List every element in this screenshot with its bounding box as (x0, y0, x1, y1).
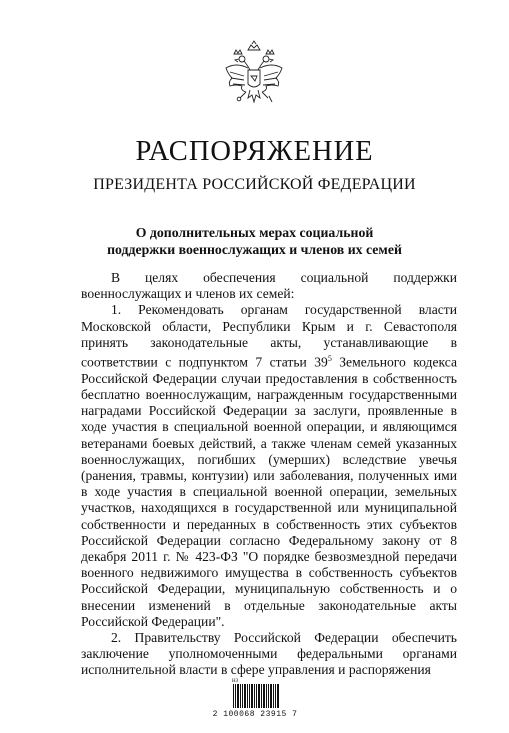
document-subject (0, 224, 509, 258)
paragraph-1-rest: Земельного кодекса Российской Федерации случаи предоставления в собственность бесплатно военнослужащим, награжденным государственными наградами Российской Федерации за заслуги, проявленные в ходе участия в специальной военной операции, и являющимся ветеранами боевых действий, а также членам семей указанных военнослужащих, погибших (умерших) вследствие увечья (ранения, травмы, контузии) или заболевания, полученных ими в ходе участия в специальной военной операции, земельных участков, находящихся в государственной или муниципальной собственности и переданных в собственность этих субъектов Российской Федерации согласно Федеральному закону от 8 декабря 2011 г. № 423-ФЗ "О порядке безвозмездной передачи военного недвижимого имущества в собственность субъектов Российской Федерации, муниципальную собственность и о внесении изменений в отдельные законодательные акты Российской Федерации". (81, 354, 457, 629)
barcode-marker: НЗ (232, 679, 239, 684)
paragraph-1 (81, 302, 457, 630)
barcode-number: 2 100068 23915 7 (212, 710, 298, 719)
document-body (81, 270, 457, 679)
issuer-line: ПРЕЗИДЕНТА РОССИЙСКОЙ ФЕДЕРАЦИИ (93, 176, 416, 193)
paragraph-2: 2. Правительству Российской Федерации обеспечить заключение уполномоченными федеральными органами исполнительной власти в сфере управления и распоряжения (81, 630, 457, 678)
paragraph-1-start: 1. Рекомендовать органам государственной власти Московской области, Республики Крым и г. Севастополя принять законодательные акты, устанавливающие в соответствии с подпунктом 7 статьи 39 (81, 302, 457, 370)
coat-of-arms-icon (222, 40, 286, 112)
document-type-title: РАСПОРЯЖЕНИЕ (135, 136, 374, 167)
subject-line-2: поддержки военнослужащих и членов их семей (107, 242, 402, 257)
subject-line-1: О дополнительных мерах социальной (135, 225, 374, 240)
article-superscript: 5 (327, 354, 332, 364)
barcode-icon (233, 684, 279, 708)
intro-paragraph: В целях обеспечения социальной поддержки военнослужащих и членов их семей: (81, 270, 457, 302)
